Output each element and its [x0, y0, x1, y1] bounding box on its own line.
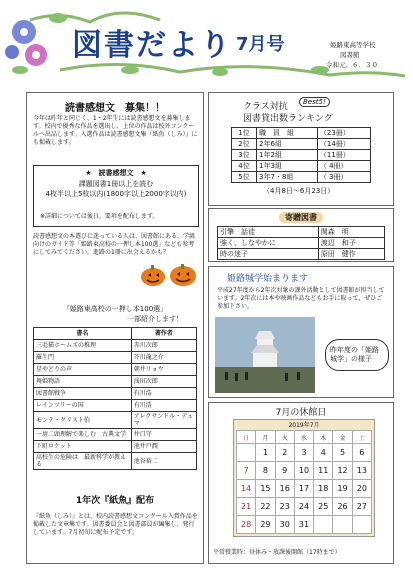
booklist-row [34, 429, 197, 441]
calendar-date: 31 [294, 516, 313, 534]
calendar-week [237, 480, 372, 498]
essay-box-line2: 4枚半以上5枚以内(1800字以上2000字以内) [45, 190, 187, 198]
calendar-date: 3 [294, 444, 313, 462]
school-library: 図書館 [340, 51, 360, 59]
donation-book: 強く、しなやかに [218, 238, 319, 249]
booklist-row [34, 412, 197, 429]
donation-row [218, 238, 385, 249]
calendar-week [237, 462, 372, 480]
donation-author: 関森 明 [318, 227, 384, 238]
calendar-week [237, 516, 372, 534]
ranking-row [232, 150, 371, 161]
book-author: アレクサンドル・デュマ [131, 412, 196, 429]
calendar-grid [236, 430, 372, 534]
issue-date: 令和元．６．３０ [326, 61, 378, 69]
rank-count: （ 4冊） [317, 161, 370, 172]
essay-box-heading: ★ 読書感想文 ★ [85, 169, 147, 177]
booklist-header-title: 書名 [34, 328, 132, 340]
calendar-date: 26 [333, 498, 352, 516]
calendar-date: 9 [275, 462, 294, 480]
calendar-day-header: 土 [352, 431, 371, 444]
book-title: レインツリーの国 [34, 400, 132, 412]
book-author: 赤川次郎 [131, 340, 196, 352]
calendar-date: 29 [256, 516, 275, 534]
essay-para2: 読書感想文の本選びに迷っている人は、図書館にある、学級向けのガイド等「姫路東高校の一押し本100選」なども参考にしてみてください。進路の1冊に出会えるかも？ [33, 233, 196, 256]
book-title: 図書館戦争 [34, 388, 132, 400]
calendar-date: 27 [352, 498, 371, 516]
book-author: 朝井リョウ [131, 364, 196, 376]
booklist-header-author: 著作者 [131, 328, 196, 340]
rank-position: 4位 [232, 161, 257, 172]
calendar-date: 5 [333, 444, 352, 462]
calendar-date: 16 [275, 480, 294, 498]
ranking-table-wrap [231, 127, 371, 183]
rank-class: 1年2組 [257, 150, 318, 161]
calendar-note: 平常授業時：昼休み・放課後開館（17時まで） [213, 549, 341, 556]
book-title: モンテ・クリスト伯 [34, 412, 132, 429]
booklist-title: 「姫路東高校の一押し本100選」 [62, 305, 168, 313]
book-title: 三毛猫ホームズの推理 [34, 340, 132, 352]
booklist-row [34, 376, 197, 388]
castle-text: 平成27年度から2年次対象の課外活動として図書館が担当しています。2年次には本や映画作品などもお手に取って、ぜひご参加下さい。 [217, 287, 385, 310]
header [0, 0, 413, 85]
book-author: 浅田次郎 [131, 376, 196, 388]
rank-class: 1年3組 [257, 161, 318, 172]
book-title: 高校生の危険は 最新科学が教える [34, 453, 132, 470]
book-title: 舞姫物語 [34, 376, 132, 388]
booklist-subtitle: 一部紹介します！ [127, 315, 183, 323]
calendar-date: 23 [275, 498, 294, 516]
calendar-date: 25 [314, 498, 333, 516]
calendar-date [352, 516, 371, 534]
donation-author: 原田 健作 [318, 249, 384, 260]
calendar-box [233, 419, 375, 537]
calendar-date [333, 516, 352, 534]
month-label: 7月号 [236, 34, 285, 55]
left-panel [26, 92, 204, 564]
essay-paragraph: 今年は昨年と同じく、1・2年生には読書感想文を募集します。校内で優秀な作品を選出し、上位の作品は校外コンクールへ出品します。入選作品は読書感想文集『紙魚（しみ）』にも掲載します。 [33, 115, 198, 146]
donation-book: 引擎 話徒 [218, 227, 319, 238]
calendar-date: 12 [333, 462, 352, 480]
ranking-period: （4月8日～6月23日） [263, 187, 335, 195]
donation-table [217, 226, 385, 260]
calendar-panel [208, 402, 394, 564]
donation-panel [208, 208, 394, 262]
donation-title: 寄贈図書 [279, 212, 323, 223]
calendar-day-header: 木 [314, 431, 333, 444]
rank-count: （23冊） [317, 128, 370, 139]
calendar-date: 8 [256, 462, 275, 480]
donation-table-wrap [217, 226, 385, 260]
page-title: 図書だより [72, 28, 232, 63]
calendar-date [314, 516, 333, 534]
calendar-day-header: 月 [256, 431, 275, 444]
calendar-date [237, 444, 256, 462]
calendar-date: 7 [237, 462, 256, 480]
calendar-date: 24 [294, 498, 313, 516]
booklist-row [34, 364, 197, 376]
calendar-title: 7月の休館日 [275, 408, 327, 418]
rank-position: 5位 [232, 172, 257, 183]
book-title: 一房二頭理解で楽しむ 古典文学 [34, 429, 132, 441]
calendar-date: 4 [314, 444, 333, 462]
booklist-row [34, 340, 197, 352]
calendar-header: 2019年7月 [288, 422, 320, 429]
ranking-tag: Best5! [299, 97, 330, 107]
calendar-date: 15 [256, 480, 275, 498]
book-title: 下町ロケット [34, 441, 132, 453]
calendar-date: 11 [314, 462, 333, 480]
castle-photo [215, 317, 315, 393]
calendar-date: 6 [352, 444, 371, 462]
calendar-date: 22 [256, 498, 275, 516]
calendar-date: 30 [275, 516, 294, 534]
ranking-title2: 図書貸出数ランキング [243, 114, 333, 124]
calendar-day-header: 水 [294, 431, 313, 444]
rank-count: （14冊） [317, 139, 370, 150]
ranking-row [232, 128, 371, 139]
rank-position: 3位 [232, 150, 257, 161]
shimi-title: 1年次『紙魚』配布 [75, 496, 155, 506]
ranking-table [231, 127, 371, 183]
essay-title: 読書感想文 募集！！ [65, 103, 165, 114]
calendar-date: 10 [294, 462, 313, 480]
rank-position: 2位 [232, 139, 257, 150]
rank-class: 2年6組 [257, 139, 318, 150]
calendar-date: 1 [256, 444, 275, 462]
calendar-date: 19 [333, 480, 352, 498]
calendar-day-header: 火 [275, 431, 294, 444]
booklist-row [34, 453, 197, 470]
booklist-table-wrap [33, 327, 197, 470]
ranking-title: クラス対抗 [243, 102, 288, 112]
donation-book: 時の迷子 [218, 249, 319, 260]
calendar-date: 2 [275, 444, 294, 462]
book-author: 芥川龍之介 [131, 352, 196, 364]
castle-panel [208, 266, 394, 398]
booklist-row [34, 352, 197, 364]
booklist-table [33, 327, 197, 470]
calendar-date: 21 [237, 498, 256, 516]
ranking-row [232, 161, 371, 172]
calendar-date: 18 [314, 480, 333, 498]
calendar-day-header: 日 [237, 431, 256, 444]
calendar-date: 14 [237, 480, 256, 498]
castle-caption: 昨年度の「姫路城学」の様子 [325, 339, 389, 371]
book-author: 有川浩 [131, 388, 196, 400]
book-title: 星やどりの声 [34, 364, 132, 376]
rank-count: （ 3冊） [317, 172, 370, 183]
rank-position: 1位 [232, 128, 257, 139]
essay-box-line1: 課題図書1冊以上を読む [78, 180, 154, 188]
school-name: 姫路東高等学校 [330, 41, 376, 49]
booklist-row [34, 400, 197, 412]
rank-class: 3年7・8組 [257, 172, 318, 183]
calendar-date: 20 [352, 480, 371, 498]
castle-title: 姫路城学始まります [227, 274, 309, 284]
book-author: 池井戸潤 [131, 441, 196, 453]
booklist-row [34, 388, 197, 400]
calendar-date: 28 [237, 516, 256, 534]
calendar-week [237, 444, 372, 462]
calendar-date: 13 [352, 462, 371, 480]
ranking-row [232, 172, 371, 183]
pumpkin-icon [139, 263, 199, 287]
essay-box-note: ※詳細については後日、要項を配布します。 [40, 213, 159, 220]
book-author: 池谷裕二 [131, 453, 196, 470]
book-title: 羅生門 [34, 352, 132, 364]
rank-count: （11冊） [317, 150, 370, 161]
ranking-row [232, 139, 371, 150]
ranking-panel [208, 92, 394, 206]
donation-row [218, 249, 385, 260]
book-author: 井口守 [131, 429, 196, 441]
calendar-day-header: 金 [333, 431, 352, 444]
book-author: 有川浩 [131, 400, 196, 412]
donation-row [218, 227, 385, 238]
booklist-row [34, 441, 197, 453]
essay-box [33, 165, 199, 227]
rank-class: 職 員 組 [257, 128, 318, 139]
calendar-date: 17 [294, 480, 313, 498]
calendar-week [237, 498, 372, 516]
donation-author: 渡辺 和子 [318, 238, 384, 249]
shimi-text: 『紙魚（しみ）』とは、校内読書感想文コンクール入賞作品を掲載した文章集です。図書委員会と図書部員が編集し、発行しています。7月初旬に配布予定です。 [33, 513, 198, 536]
